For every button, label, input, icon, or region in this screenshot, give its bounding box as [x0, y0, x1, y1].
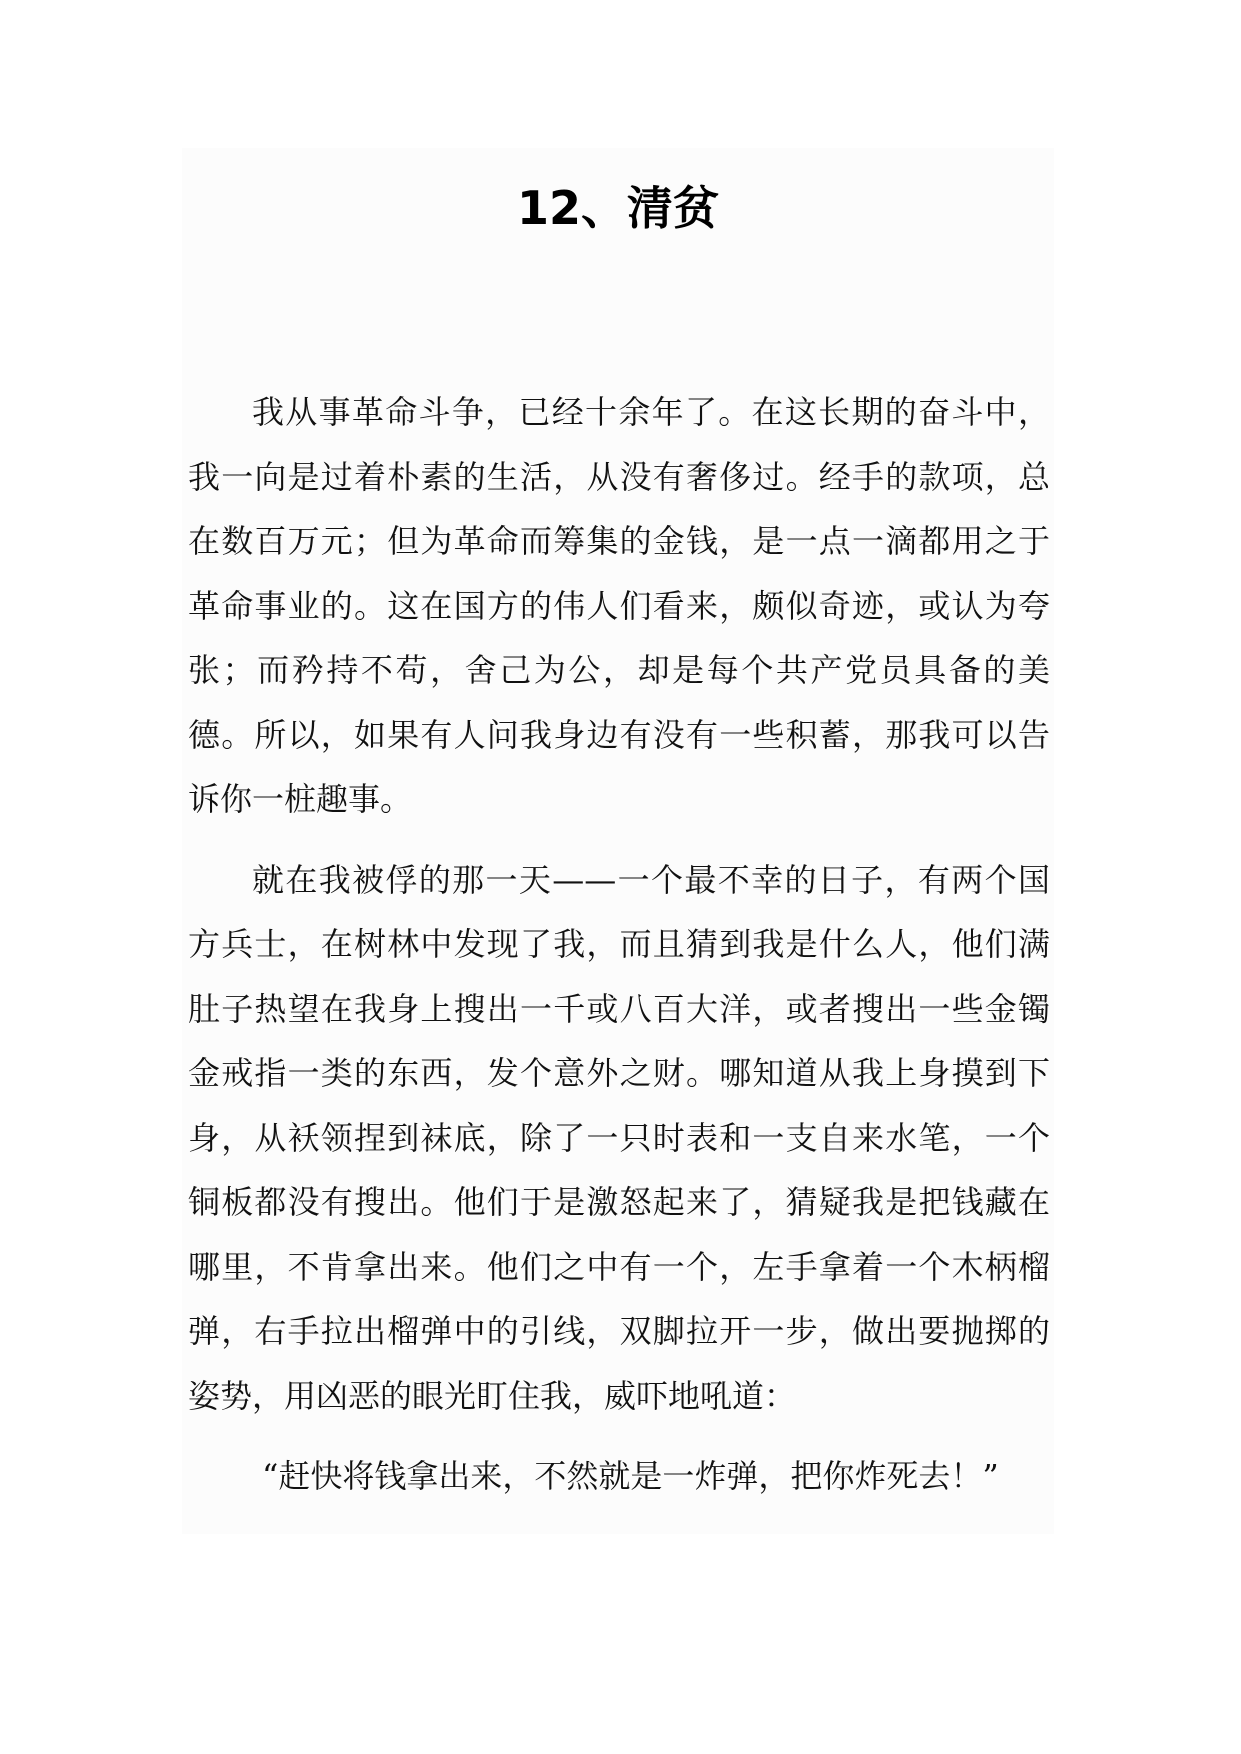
body-text: [188, 380, 1050, 1525]
paragraph-1: 我从事革命斗争，已经十余年了。在这长期的奋斗中，我一向是过着朴素的生活，从没有奢侈过。经手的款项，总在数百万元；但为革命而筹集的金钱，是一点一滴都用之于革命事业的。这在国方的伟人们看来，颇似奇迹，或认为夸张；而矜持不苟，舍己为公，却是每个共产党员具备的美德。所以，如果有人问我身边有没有一些积蓄，那我可以告诉你一桩趣事。: [188, 393, 1050, 818]
paragraph-3-quote: “赶快将钱拿出来，不然就是一炸弹，把你炸死去！”: [262, 1457, 999, 1495]
document-page: [182, 148, 1054, 1534]
page-title: 12、清贫: [516, 181, 719, 235]
paragraph-2: 就在我被俘的那一天——一个最不幸的日子，有两个国方兵士，在树林中发现了我，而且猜到我是什么人，他们满肚子热望在我身上搜出一千或八百大洋，或者搜出一些金镯金戒指一类的东西，发个意外之财。哪知道从我上身摸到下身，从袄领捏到袜底，除了一只时表和一支自来水笔，一个铜板都没有搜出。他们于是激怒起来了，猜疑我是把钱藏在哪里，不肯拿出来。他们之中有一个，左手拿着一个木柄榴弹，右手拉出榴弹中的引线，双脚拉开一步，做出要抛掷的姿势，用凶恶的眼光盯住我，威吓地吼道：: [188, 860, 1050, 1415]
